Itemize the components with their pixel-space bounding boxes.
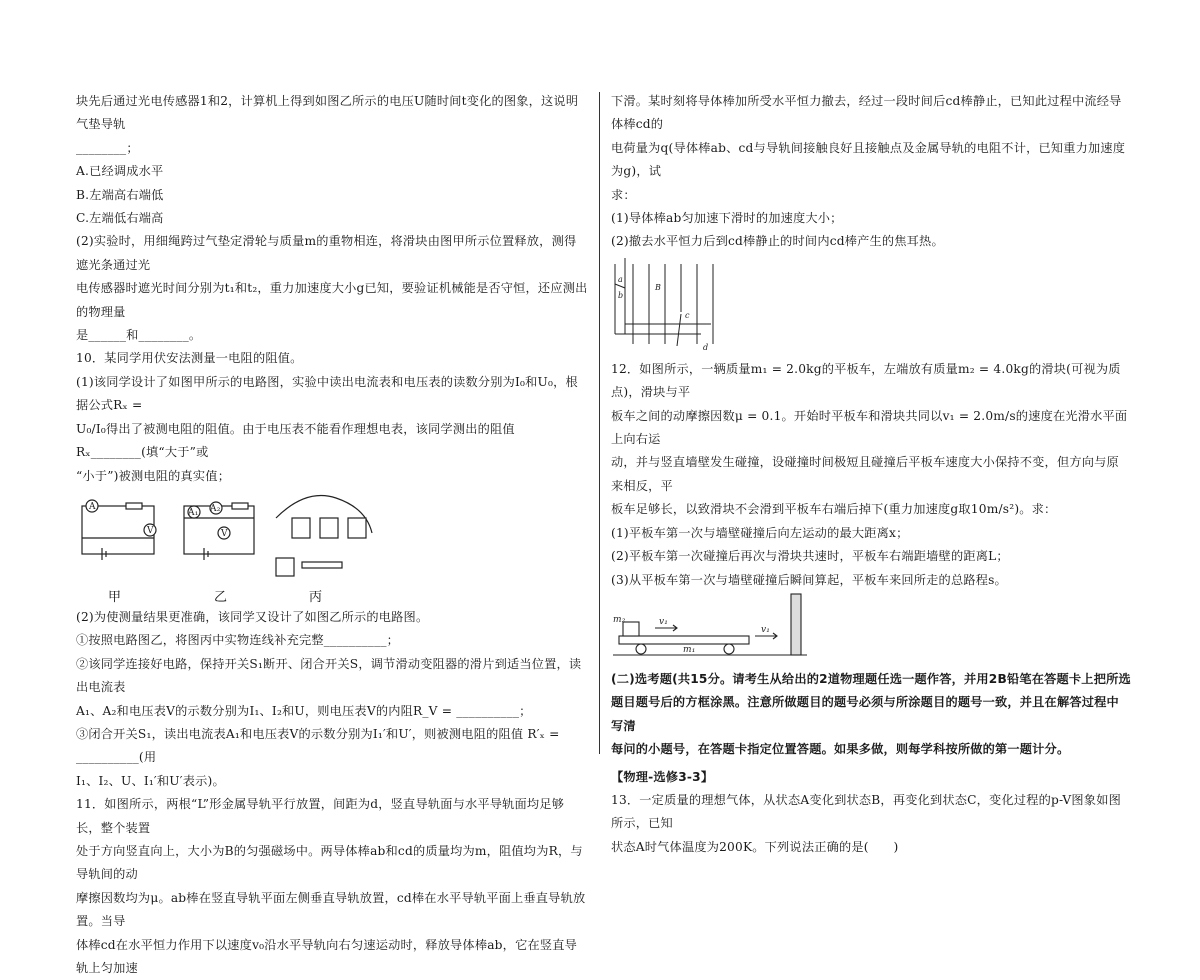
velocity-label: v₁ bbox=[761, 624, 771, 635]
text-line: 求： bbox=[611, 187, 636, 202]
question-13-line: 状态A时气体温度为200K。下列说法正确的是( ) bbox=[611, 839, 899, 854]
ammeter-label: A₂ bbox=[210, 503, 221, 514]
figure-label-bing: 丙 bbox=[309, 589, 323, 605]
option-c: C.左端低右端高 bbox=[76, 211, 164, 226]
right-column bbox=[611, 90, 1131, 859]
text-line: I₁、I₂、U、I₁′和U′表示)。 bbox=[76, 773, 225, 788]
column-divider bbox=[599, 92, 600, 754]
section-heading: 【物理-选修3-3】 bbox=[611, 769, 714, 784]
question-12-line: 板车之间的动摩擦因数μ = 0.1。开始时平板车和滑块共同以v₁ = 2.0m/s的速度在光滑水平面上向右运 bbox=[611, 408, 1128, 447]
figure-label-jia: 甲 bbox=[108, 589, 122, 605]
mass-label: m₁ bbox=[683, 644, 696, 655]
text-line: 是______和________。 bbox=[76, 328, 202, 343]
text-line: 下滑。某时刻将导体棒加所受水平恒力撤去，经过一段时间后cd棒静止，已知此过程中流经导体棒cd的 bbox=[611, 94, 1122, 132]
ammeter-label: A₁ bbox=[188, 507, 199, 518]
text-line: (1)该同学设计了如图甲所示的电路图，实验中读出电流表和电压表的读数分别为I₀和U₀，根据公式Rₓ = bbox=[76, 374, 578, 413]
circuit-diagram bbox=[76, 488, 376, 606]
question-12-line: 12．如图所示，一辆质量m₁ = 2.0kg的平板车，左端放有质量m₂ = 4.0kg的滑块(可视为质点)，滑块与平 bbox=[611, 361, 1121, 400]
rail-label: c bbox=[685, 310, 690, 320]
elective-instructions: 每问的小题号，在答题卡指定位置答题。如果多做，则每学科按所做的第一题计分。 bbox=[611, 742, 1070, 757]
question-11-line: 11．如图所示，两根“L”形金属导轨平行放置，间距为d，竖直导轨面与水平导轨面均足够长，整个装置 bbox=[76, 797, 565, 835]
elective-instructions: (二)选考题(共15分。请考生从给出的2道物理题任选一题作答，并用2B铅笔在答题卡上把所选 bbox=[611, 671, 1131, 686]
rail-label: d bbox=[703, 342, 709, 352]
question-12-line: (2)平板车第一次碰撞后再次与滑块共速时，平板车右端距墙壁的距离L； bbox=[611, 549, 1009, 564]
text-line: A₁、A₂和电压表V的示数分别为I₁、I₂和U，则电压表V的内阻R_V = __________； bbox=[76, 703, 532, 718]
field-label: B bbox=[655, 282, 662, 292]
text-line: (1)导体棒ab匀加速下滑时的加速度大小； bbox=[611, 211, 843, 226]
question-12-line: (3)从平板车第一次与墙壁碰撞后瞬间算起，平板车来回所走的总路程s。 bbox=[611, 572, 1007, 587]
question-13-line: 13．一定质量的理想气体，从状态A变化到状态B，再变化到状态C，变化过程的p-V图象如图所示，已知 bbox=[611, 792, 1121, 831]
cart-figure bbox=[611, 592, 1131, 668]
text-line: 电传感器时遮光时间分别为t₁和t₂，重力加速度大小g已知，要验证机械能是否守恒，还应测出的物理量 bbox=[76, 281, 588, 319]
question-11-line: 摩擦因数均为μ。ab棒在竖直导轨平面左侧垂直导轨放置，cd棒在水平导轨平面上垂直导轨放置。当导 bbox=[76, 890, 586, 929]
mass-label: m₂ bbox=[613, 614, 626, 625]
velocity-label: v₁ bbox=[659, 616, 669, 627]
left-column bbox=[76, 90, 588, 980]
question-11-line: 体棒cd在水平恒力作用下以速度v₀沿水平导轨向右匀速运动时，释放导体棒ab，它在竖直导轨上匀加速 bbox=[76, 937, 578, 975]
text-line: ②该同学连接好电路，保持开关S₁断开、闭合开关S，调节滑动变阻器的滑片到适当位置，读出电流表 bbox=[76, 656, 582, 695]
text-line: (2)实验时，用细绳跨过气垫定滑轮与质量m的重物相连，将滑块由图甲所示位置释放，测得遮光条通过光 bbox=[76, 234, 577, 272]
text-line: “小于”)被测电阻的真实值； bbox=[76, 468, 231, 483]
figure-label-yi: 乙 bbox=[214, 589, 228, 605]
text-line: 块先后通过光电传感器1和2，计算机上得到如图乙所示的电压U随时间t变化的图象，这说明气垫导轨 bbox=[76, 94, 579, 132]
rail-diagram bbox=[611, 254, 741, 358]
circuit-figures bbox=[76, 488, 588, 606]
text-line: ________； bbox=[76, 140, 139, 155]
elective-instructions: 题目题号后的方框涂黑。注意所做题目的题号必须与所涂题目的题号一致，并且在解答过程中写清 bbox=[611, 695, 1119, 733]
text-line: (2)为使测量结果更准确，该同学又设计了如图乙所示的电路图。 bbox=[76, 609, 429, 624]
rail-label: b bbox=[618, 290, 624, 300]
rail-label: a bbox=[618, 274, 623, 284]
option-b: B.左端高右端低 bbox=[76, 187, 164, 202]
cart-diagram bbox=[611, 592, 821, 668]
text-line: (2)撤去水平恒力后到cd棒静止的时间内cd棒产生的焦耳热。 bbox=[611, 234, 944, 249]
text-line: U₀/I₀得出了被测电阻的阻值。由于电压表不能看作理想电表，该同学测出的阻值Rₓ________(填“大于”或 bbox=[76, 421, 515, 460]
voltmeter-label: V bbox=[147, 525, 154, 536]
question-12-line: 动，并与竖直墙壁发生碰撞，设碰撞时间极短且碰撞后平板车速度大小保持不变，但方向与原来相反，平 bbox=[611, 455, 1119, 493]
option-a: A.已经调成水平 bbox=[76, 164, 164, 179]
text-line: 电荷量为q(导体棒ab、cd与导轨间接触良好且接触点及金属导轨的电阻不计，已知重力加速度为g)，试 bbox=[611, 140, 1126, 179]
text-line: ①按照电路图乙，将图丙中实物连线补充完整__________； bbox=[76, 633, 400, 648]
question-12-line: 板车足够长，以致滑块不会滑到平板车右端后掉下(重力加速度g取10m/s²)。求： bbox=[611, 502, 1057, 517]
voltmeter-label: V bbox=[221, 528, 228, 539]
text-line: ③闭合开关S₁，读出电流表A₁和电压表V的示数分别为I₁′和U′，则被测电阻的阻值 R′ₓ = __________(用 bbox=[76, 726, 560, 765]
rail-figure bbox=[611, 254, 1131, 358]
question-12-line: (1)平板车第一次与墙壁碰撞后向左运动的最大距离x； bbox=[611, 525, 909, 540]
ammeter-label: A bbox=[89, 501, 96, 512]
question-10-title: 10．某同学用伏安法测量一电阻的阻值。 bbox=[76, 351, 303, 366]
question-11-line: 处于方向竖直向上，大小为B的匀强磁场中。两导体棒ab和cd的质量均为m，阻值均为R，与导轨间的动 bbox=[76, 843, 583, 882]
